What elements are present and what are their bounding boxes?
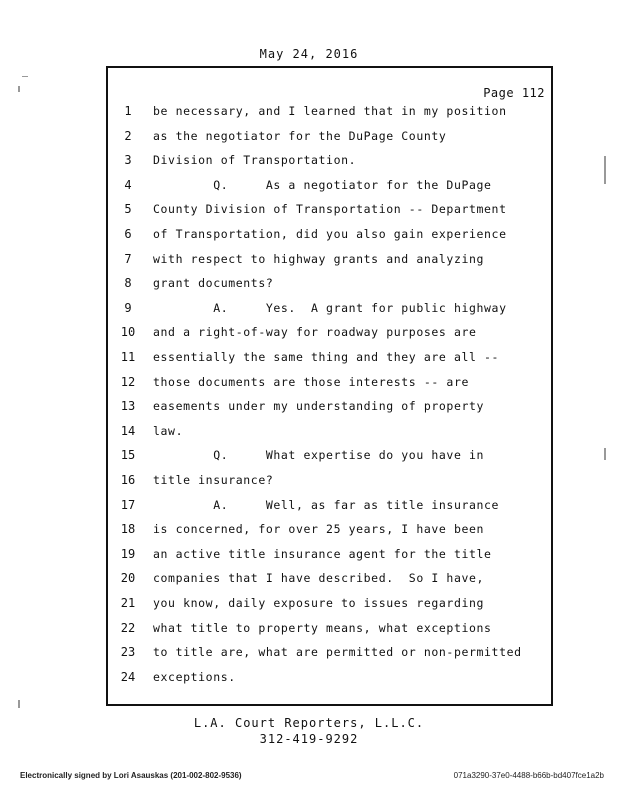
transcript-line	[108, 202, 551, 220]
line-number: 19	[120, 546, 136, 561]
transcript-line	[108, 645, 551, 663]
line-number: 5	[124, 202, 132, 217]
transcript-line	[108, 227, 551, 245]
line-number: 18	[120, 522, 136, 537]
line-number: 10	[120, 325, 136, 340]
line-number: 17	[120, 497, 136, 512]
line-number: 3	[124, 153, 132, 168]
line-text: an active title insurance agent for the title	[153, 546, 492, 561]
line-text: essentially the same thing and they are all --	[153, 350, 500, 364]
transcript-line	[108, 448, 551, 466]
line-number: 2	[124, 128, 132, 143]
deposition-date: May 24, 2016	[259, 47, 359, 61]
line-number: 6	[124, 227, 132, 241]
line-number: 13	[120, 399, 136, 414]
line-number: 15	[120, 448, 136, 463]
scan-speck	[18, 700, 20, 708]
line-text: those documents are those interests -- are	[153, 374, 469, 389]
line-text: as the negotiator for the DuPage County	[153, 128, 447, 143]
scan-speck	[22, 76, 28, 77]
line-text: of Transportation, did you also gain experience	[153, 227, 507, 241]
transcript-line	[108, 153, 551, 171]
transcript-line	[108, 670, 551, 688]
line-text: you know, daily exposure to issues regarding	[153, 596, 485, 610]
line-number: 23	[120, 645, 136, 660]
line-text: what title to property means, what exceptions	[153, 620, 492, 635]
line-number: 20	[120, 571, 136, 586]
line-number: 8	[124, 276, 132, 291]
line-text: with respect to highway grants and analyzing	[153, 251, 485, 266]
page-number: Page 112	[483, 86, 545, 100]
transcript-line	[108, 498, 551, 516]
line-number: 7	[124, 251, 132, 266]
transcript-line	[108, 547, 551, 565]
line-number: 12	[120, 374, 136, 389]
line-text: Division of Transportation.	[153, 153, 357, 168]
line-text: grant documents?	[153, 276, 274, 291]
transcript-line	[108, 178, 551, 196]
transcript-lines	[108, 68, 551, 704]
line-text: be necessary, and I learned that in my position	[153, 104, 507, 118]
line-text: exceptions.	[153, 669, 236, 684]
transcript-line	[108, 621, 551, 639]
transcript-line	[108, 252, 551, 270]
scan-speck	[604, 156, 606, 184]
line-text: law.	[153, 423, 184, 438]
line-text: is concerned, for over 25 years, I have been	[153, 522, 485, 537]
line-text: title insurance?	[153, 473, 274, 487]
line-number: 16	[120, 473, 136, 487]
scan-speck	[18, 86, 20, 92]
line-number: 1	[124, 104, 132, 118]
electronic-signature: Electronically signed by Lori Asauskas (201-002-802-9536)	[20, 771, 242, 780]
line-number: 11	[120, 350, 136, 364]
transcript-line	[108, 399, 551, 417]
transcript-page-frame	[106, 66, 553, 706]
transcript-line	[108, 375, 551, 393]
line-number: 14	[120, 423, 136, 438]
transcript-line	[108, 350, 551, 368]
transcript-line	[108, 276, 551, 294]
line-text: to title are, what are permitted or non-permitted	[153, 645, 522, 660]
court-reporter-name: L.A. Court Reporters, L.L.C.	[193, 716, 425, 730]
scan-speck	[604, 448, 606, 460]
line-text: companies that I have described. So I have,	[153, 571, 485, 586]
line-number: 22	[120, 620, 136, 635]
line-text: County Division of Transportation -- Department	[153, 202, 507, 217]
transcript-line	[108, 424, 551, 442]
transcript-line	[108, 596, 551, 614]
line-text: A. Yes. A grant for public highway	[153, 300, 507, 315]
line-number: 24	[120, 669, 136, 684]
transcript-line	[108, 473, 551, 491]
line-text: and a right-of-way for roadway purposes are	[153, 325, 477, 340]
line-text: easements under my understanding of property	[153, 399, 485, 414]
line-number: 21	[120, 596, 136, 610]
line-number: 9	[124, 300, 132, 315]
line-text: Q. What expertise do you have in	[153, 448, 485, 463]
line-number: 4	[124, 177, 132, 192]
transcript-line	[108, 301, 551, 319]
line-text: A. Well, as far as title insurance	[153, 497, 500, 512]
document-id: 071a3290-37e0-4488-b66b-bd407fce1a2b	[453, 771, 604, 780]
transcript-line	[108, 104, 551, 122]
court-reporter-phone: 312-419-9292	[259, 732, 359, 746]
transcript-line	[108, 571, 551, 589]
line-text: Q. As a negotiator for the DuPage	[153, 177, 492, 192]
transcript-line	[108, 129, 551, 147]
transcript-line	[108, 522, 551, 540]
transcript-line	[108, 325, 551, 343]
